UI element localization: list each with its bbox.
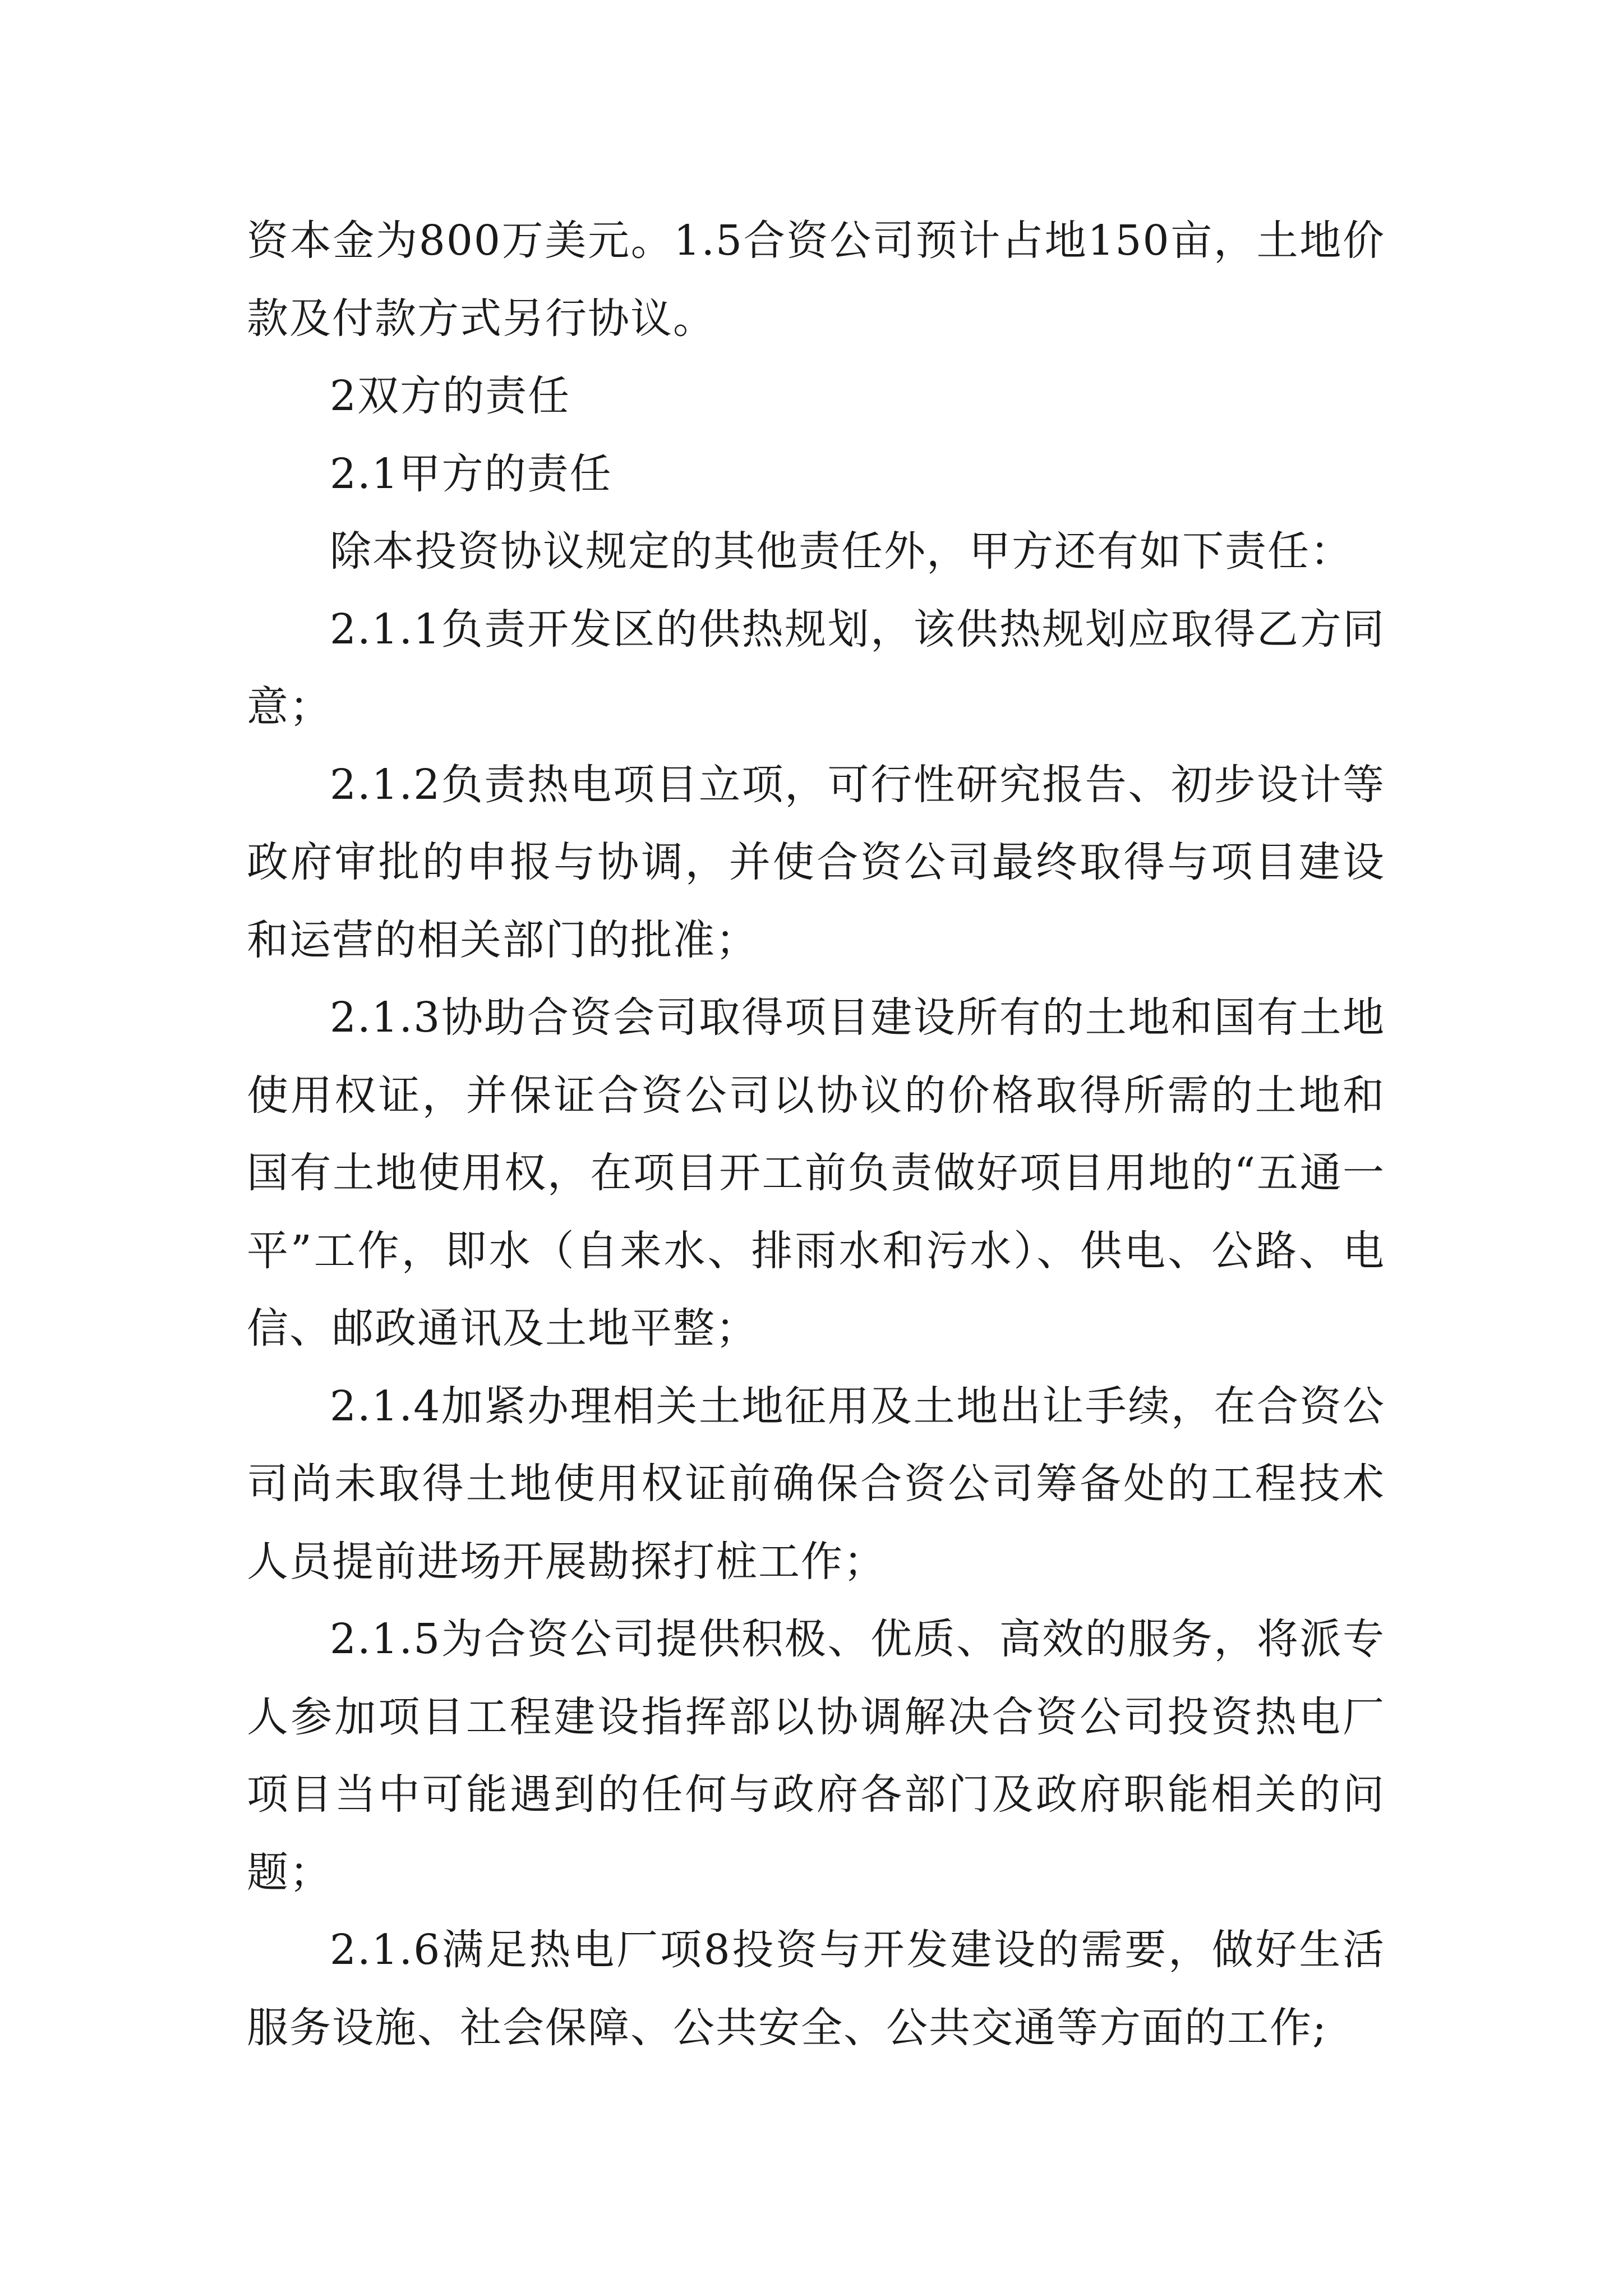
clause-2-1-4: 2.1.4加紧办理相关土地征用及土地出让手续，在合资公司尚未取得土地使用权证前确保合资公司筹备处的工程技术人员提前进场开展勘探打桩工作； <box>247 1382 1385 1586</box>
paragraph-intro: 除本投资协议规定的其他责任外，甲方还有如下责任： <box>330 527 1353 576</box>
paragraph-capital-and-land: 资本金为800万美元。1.5合资公司预计占地150亩，土地价款及付款方式另行协议。 <box>247 217 1385 343</box>
clause-2-1-5: 2.1.5为合资公司提供积极、优质、高效的服务，将派专人参加项目工程建设指挥部以协调解决合资公司投资热电厂项目当中可能遇到的任何与政府各部门及政府职能相关的问题； <box>247 1615 1385 1897</box>
heading-responsibilities: 2双方的责任 <box>330 372 571 420</box>
body-text <box>247 202 1385 2067</box>
heading-party-a-responsibilities: 2.1甲方的责任 <box>330 449 612 498</box>
clause-2-1-2: 2.1.2负责热电项目立项，可行性研究报告、初步设计等政府审批的申报与协调，并使合资公司最终取得与项目建设和运营的相关部门的批准； <box>247 760 1385 964</box>
clause-2-1-6: 2.1.6满足热电厂项8投资与开发建设的需要，做好生活服务设施、社会保障、公共安全、公共交通等方面的工作; <box>247 1926 1385 2052</box>
clause-2-1-3: 2.1.3协助合资会司取得项目建设所有的土地和国有土地使用权证，并保证合资公司以协议的价格取得所需的土地和国有土地使用权，在项目开工前负责做好项目用地的“五通一平”工作，即水（自来水、排雨水和污水）、供电、公路、电信、邮政通讯及土地平整； <box>247 993 1385 1352</box>
clause-2-1-1: 2.1.1负责开发区的供热规划，该供热规划应取得乙方同意； <box>247 605 1385 731</box>
